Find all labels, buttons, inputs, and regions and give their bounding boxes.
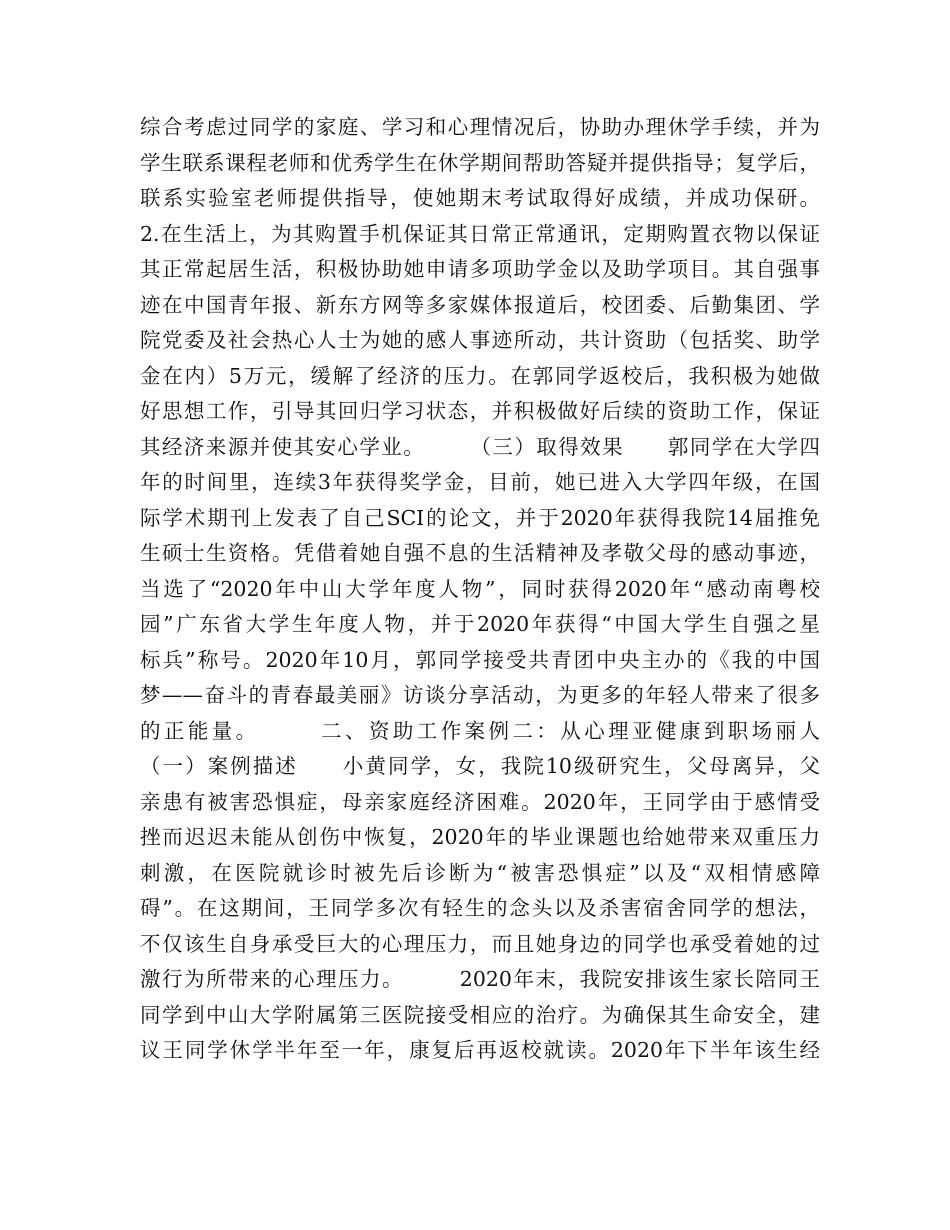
text-line: 联系实验室老师提供指导，使她期末考试取得好成绩，并成功保研。 xyxy=(140,186,820,210)
text-line: 碍”。在这期间，王同学多次有轻生的念头以及杀害宿舍同学的想法， xyxy=(140,896,820,920)
text-line: 迹在中国青年报、新东方网等多家媒体报道后，校团委、后勤集团、学 xyxy=(140,292,820,317)
text-line: 年的时间里，连续3年获得奖学金，目前，她已进入大学四年级，在国 xyxy=(140,470,820,494)
text-line: 际学术期刊上发表了自己SCI的论文，并于2020年获得我院14届推免 xyxy=(140,505,820,530)
text-line: 综合考虑过同学的家庭、学习和心理情况后，协助办理休学手续，并为 xyxy=(140,115,820,139)
text-line: 2.在生活上，为其购置手机保证其日常正常通讯，定期购置衣物以保证 xyxy=(140,221,820,246)
text-line: 好思想工作，引导其回归学习状态，并积极做好后续的资助工作，保证 xyxy=(140,399,820,423)
text-line: 亲患有被害恐惧症，母亲家庭经济困难。2020年，王同学由于感情受 xyxy=(140,789,820,814)
text-line: 挫而迟迟未能从创伤中恢复，2020年的毕业课题也给她带来双重压力 xyxy=(140,825,820,849)
text-line: （一）案例描述 小黄同学，女，我院10级研究生，父母离异，父 xyxy=(140,754,820,778)
text-line: 的正能量。 二、资助工作案例二：从心理亚健康到职场丽人 xyxy=(140,718,820,743)
text-line: 梦——奋斗的青春最美丽》访谈分享活动，为更多的年轻人带来了很多 xyxy=(140,683,820,707)
text-line: 刺激，在医院就诊时被先后诊断为“被害恐惧症”以及“双相情感障 xyxy=(140,860,820,885)
text-line: 学生联系课程老师和优秀学生在休学期间帮助答疑并提供指导；复学后， xyxy=(140,150,820,175)
text-line: 议王同学休学半年至一年，康复后再返校就读。2020年下半年该生经 xyxy=(140,1038,820,1062)
text-line: 其经济来源并使其安心学业。 （三）取得效果 郭同学在大学四 xyxy=(140,434,820,459)
text-line: 院党委及社会热心人士为她的感人事迹所动，共计资助（包括奖、助学 xyxy=(140,328,820,352)
text-line: 标兵”称号。2020年10月，郭同学接受共青团中央主办的《我的中国 xyxy=(140,647,820,672)
text-line: 生硕士生资格。凭借着她自强不息的生活精神及孝敬父母的感动事迹， xyxy=(140,541,820,565)
text-line: 当选了“2020年中山大学年度人物”，同时获得2020年“感动南粤校 xyxy=(140,576,820,601)
text-line: 金在内）5万元，缓解了经济的压力。在郭同学返校后，我积极为她做 xyxy=(140,363,820,388)
text-line: 激行为所带来的心理压力。 2020年末，我院安排该生家长陪同王 xyxy=(140,967,820,991)
text-line: 其正常起居生活，积极协助她申请多项助学金以及助学项目。其自强事 xyxy=(140,257,820,281)
text-line: 不仅该生自身承受巨大的心理压力，而且她身边的同学也承受着她的过 xyxy=(140,931,820,956)
body-text xyxy=(140,110,820,1069)
text-line: 同学到中山大学附属第三医院接受相应的治疗。为确保其生命安全，建 xyxy=(140,1002,820,1027)
text-line: 园”广东省大学生年度人物，并于2020年获得“中国大学生自强之星 xyxy=(140,612,820,636)
